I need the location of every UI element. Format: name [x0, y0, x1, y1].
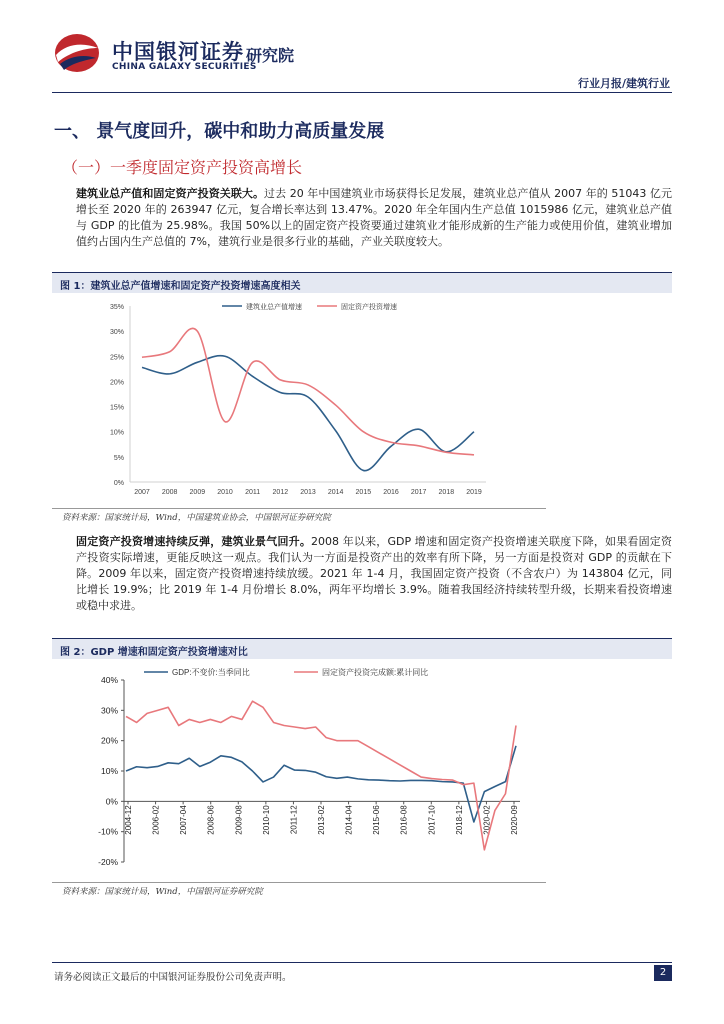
figure-1-title-bar: [52, 272, 672, 293]
x-tick-label: 2015: [355, 489, 372, 496]
figure-1-title: 图 1：建筑业总产值增速和固定资产投资增速高度相关: [60, 281, 301, 292]
legend-label-1: GDP:不变价:当季同比: [172, 668, 250, 677]
galaxy-logo-icon: [52, 28, 102, 78]
figure-1-bottom-rule: [52, 508, 546, 509]
x-tick-label: 2016: [383, 489, 399, 496]
y-tick-label: 10%: [100, 766, 118, 776]
x-tick-label: 2014-04: [344, 805, 354, 835]
x-tick-label: 2017: [410, 489, 427, 496]
series-line-2: [142, 328, 474, 455]
y-tick-label: 35%: [109, 304, 124, 311]
page-number: 2: [654, 965, 672, 981]
x-tick-label: 2006-02: [151, 805, 161, 835]
x-tick-label: 2007: [134, 489, 150, 496]
paragraph-2-lead: 固定资产投资增速持续反弹，建筑业景气回升。: [76, 535, 312, 548]
y-tick-label: 20%: [100, 735, 118, 746]
x-tick-label: 2014: [327, 489, 344, 496]
x-tick-label: 2008-06: [206, 805, 216, 835]
y-tick-label: 20%: [109, 379, 124, 387]
y-tick-label: 30%: [100, 705, 118, 716]
paragraph-1-body: 过去 20 年中国建筑业市场获得长足发展，建筑业总产值从 2007 年的 51043 亿元增长至 2020 年的 263947 亿元，复合增长率达到 13.47%。2020 年全年国内生产总值 1015986 亿元，建筑业总产值与 GDP 的比值为 25.98%。我国 50%以上的固定资产投资要通过建筑业才能形成新的生产能力或使用价值，建筑业增加值约占国内生产总值的 7%，建筑行业是很多行业的基础，产业关联度较大。: [76, 187, 672, 248]
disclaimer: 请务必阅读正文最后的中国银河证券股份公司免责声明。: [54, 972, 292, 983]
x-tick-label: 2020-02: [482, 805, 492, 835]
y-tick-label: -10%: [98, 826, 118, 837]
y-tick-label: 30%: [109, 329, 124, 337]
x-tick-label: 2018-12: [454, 805, 464, 835]
x-tick-label: 2012: [272, 489, 289, 496]
page-header: [0, 0, 724, 95]
company-name-cn: 中国银河证券: [112, 40, 244, 64]
figure-2-source: 资料来源：国家统计局，Wind，中国银河证券研究院: [62, 887, 263, 897]
x-tick-label: 2011-12: [289, 805, 299, 835]
paragraph-1: [76, 186, 672, 250]
company-name-en: CHINA GALAXY SECURITIES: [112, 62, 257, 72]
x-tick-label: 2018: [438, 489, 455, 496]
x-tick-label: 2004-12: [124, 805, 133, 835]
figure-2-chart: [52, 660, 546, 880]
y-tick-label: 10%: [109, 429, 124, 437]
y-tick-label: 15%: [109, 404, 124, 412]
figure-1-source: 资料来源：国家统计局，Wind，中国建筑业协会，中国银河证券研究院: [62, 513, 331, 523]
x-tick-label: 2009: [189, 489, 206, 496]
legend-label-2: 固定资产投资完成额:累计同比: [322, 668, 429, 677]
x-tick-label: 2017-10: [427, 805, 437, 835]
x-tick-label: 2010: [217, 489, 233, 496]
x-tick-label: 2007-04: [179, 805, 189, 835]
section-heading: 一、 景气度回升，碳中和助力高质量发展: [54, 121, 385, 142]
x-tick-label: 2009-08: [234, 805, 244, 835]
x-tick-label: 2010-10: [261, 805, 271, 835]
figure-2-title-bar: [52, 638, 672, 659]
paragraph-2-body: 2008 年以来，GDP 增速和固定资产投资增速关联度下降，如果看固定资产投资实际增速，更能反映这一观点。我们认为一方面是投资产出的效率有所下降，另一方面是投资对 GDP 的贡献在下降。2009 年以来，固定资产投资增速持续放缓。2021 年 1-4 月，我国固定资产投资（不含农户）为 143804 亿元，同比增长 19.9%；比 2019 年 1-4 月份增长 8.0%，两年平均增长 3.9%。随着我国经济持续转型升级，长期来看投资增速或稳中求进。: [76, 535, 673, 612]
subsection-heading: （一）一季度固定资产投资高增长: [62, 158, 303, 177]
y-tick-label: -20%: [98, 857, 118, 867]
x-tick-label: 2019: [466, 489, 482, 496]
y-tick-label: 5%: [113, 454, 124, 462]
footer-divider: [52, 962, 672, 963]
x-tick-label: 2016-08: [399, 805, 409, 835]
paragraph-1-lead: 建筑业总产值和固定资产投资关联大。: [76, 187, 265, 200]
report-type: 行业月报/建筑行业: [577, 77, 670, 90]
x-tick-label: 2011: [245, 489, 261, 496]
x-tick-label: 2013: [300, 489, 316, 496]
y-tick-label: 25%: [109, 354, 124, 362]
y-tick-label: 0%: [105, 796, 118, 807]
x-tick-label: 2008: [161, 489, 178, 496]
y-tick-label: 40%: [100, 675, 118, 685]
figure-2-bottom-rule: [52, 882, 546, 883]
x-tick-label: 2015-06: [372, 805, 382, 835]
x-tick-label: 2020-09: [510, 805, 519, 835]
figure-1-chart: [52, 294, 546, 506]
paragraph-2: [76, 534, 672, 614]
y-tick-label: 0%: [113, 480, 124, 487]
institute-label: 研究院: [246, 46, 295, 65]
series-line-1: [142, 356, 474, 471]
legend-label-1: 建筑业总产值增速: [246, 304, 302, 311]
figure-2-title: 图 2：GDP 增速和固定资产投资增速对比: [60, 647, 248, 658]
x-tick-label: 2013-02: [317, 805, 326, 835]
legend-label-2: 固定资产投资增速: [341, 304, 397, 311]
header-divider: [52, 92, 672, 93]
